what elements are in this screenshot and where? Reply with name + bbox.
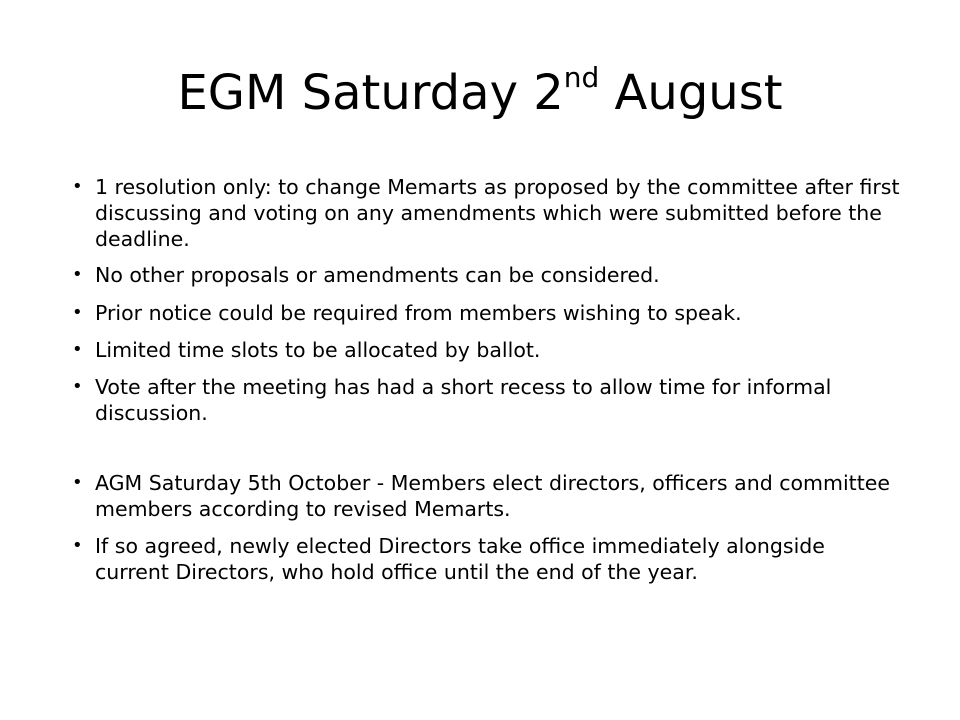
slide-title-rest: August [599,65,783,121]
bullet-text: If so agreed, newly elected Directors take office immediately alongside current Directors, who hold office until the end of the year. [95,534,825,584]
bullet-dot: • [72,176,83,197]
bullet-text: Limited time slots to be allocated by ballot. [95,338,541,362]
bullet-dot: • [72,472,83,493]
bullet-text: AGM Saturday 5th October - Members elect directors, officers and committee members according to revised Memarts. [95,471,890,521]
bullet-dot: • [72,339,83,360]
bullet-text: 1 resolution only: to change Memarts as proposed by the committee after first discussing and voting on any amendments which were submitted before the deadline. [95,175,900,251]
bullet-dot: • [72,376,83,397]
bullet-text: Prior notice could be required from members wishing to speak. [95,301,742,325]
slide-title-main: EGM Saturday 2 [177,65,564,121]
bullet-text: Vote after the meeting has had a short recess to allow time for informal discussion. [95,375,832,425]
slide-title-superscript: nd [563,61,600,94]
bullet-dot: • [72,535,83,556]
bullet-text: No other proposals or amendments can be considered. [95,263,660,287]
bullet-dot: • [72,264,83,285]
bullet-dot: • [72,302,83,323]
